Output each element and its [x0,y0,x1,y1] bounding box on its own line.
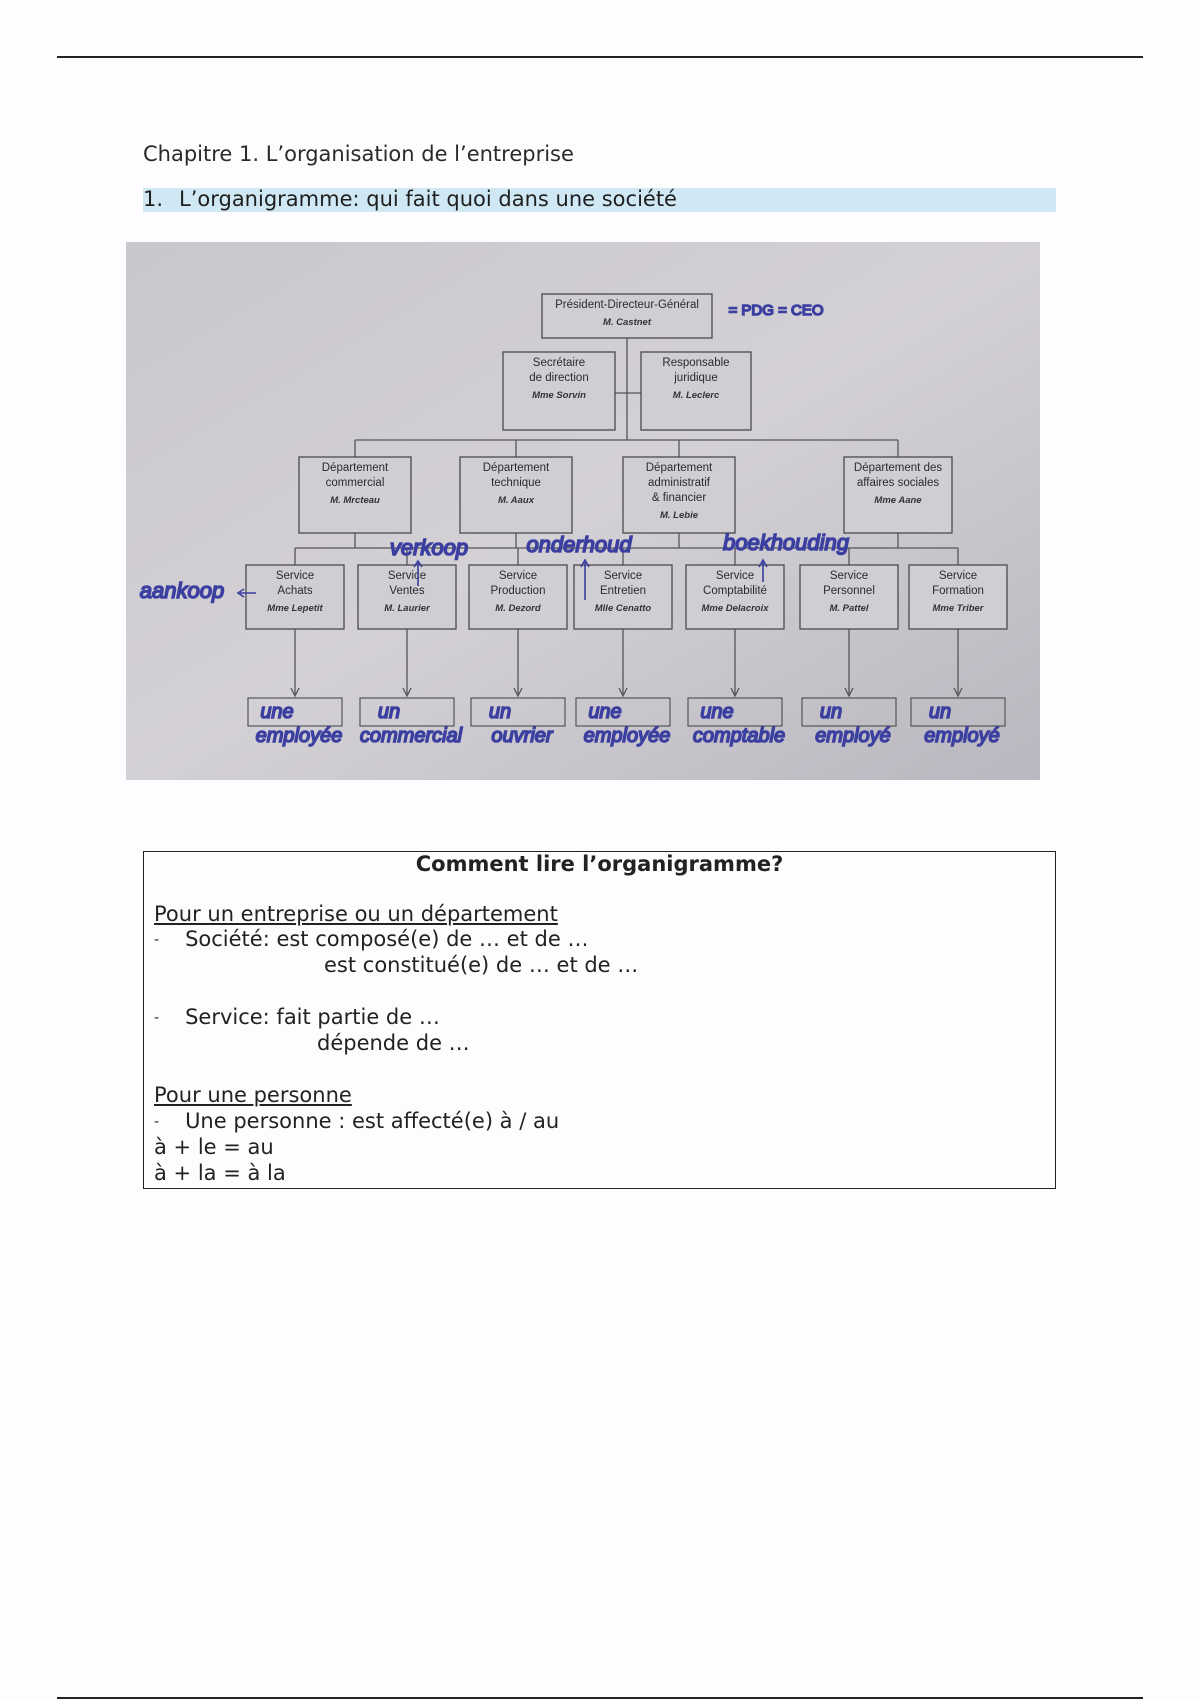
service-box-title-line: Achats [277,585,313,597]
rule-a-la: à + la = à la [154,1161,286,1185]
department-box-title-line: technique [491,477,541,489]
company-heading: Pour un entreprise ou un département [154,902,558,926]
service-box-title-line: Service [829,570,869,582]
verb-onderhoud: onderhoud [526,532,632,557]
service-box-title-line: Service [938,570,978,582]
employee-role: employée [583,725,671,747]
bullet-dash: - [154,1114,160,1130]
service-box [574,565,672,629]
employee-role: employé [924,725,1000,747]
department-box-title-line: affaires sociales [856,477,940,489]
service-box-title-line: Entretien [599,585,647,597]
service-box-manager: M. Laurier [384,603,430,614]
service-box-title-line: Production [490,585,546,597]
department-box [844,457,952,533]
service-box-title-line: Personnel [823,585,875,597]
ceo-box [542,294,712,338]
orgchart-photo [126,242,1040,780]
employee-role: ouvrier [491,725,553,747]
ceo-box-title-line: Président-Directeur-Général [555,299,699,311]
chapter-title: Chapitre 1. L’organisation de l’entreprise [143,142,574,166]
ceo-box-manager: M. Castnet [602,317,652,328]
societe-text: Société: est composé(e) de … et de … [185,927,589,951]
service-line [154,1005,440,1029]
service-box [800,565,898,629]
department-box-title-line: commercial [325,477,385,489]
staff-box-manager: Mme Sorvin [532,390,586,401]
staff-box [503,352,615,430]
department-box [460,457,572,533]
staff-box [641,352,751,430]
department-box-manager: M. Lebie [659,510,699,521]
department-box-title-line: Département [645,462,713,474]
employee-article: un [377,701,401,723]
service-box-manager: Mme Lepetit [267,603,323,614]
service-box-title-line: Formation [932,585,984,597]
service-box-title-line: Service [715,570,755,582]
service-box-title-line: Ventes [389,585,425,597]
section-number: 1. [143,187,164,211]
ceo-note: = PDG = CEO [728,302,824,319]
person-line [154,1109,559,1133]
service-line-2: dépende de … [317,1031,470,1055]
service-box-title-line: Service [603,570,643,582]
staff-box-title-line: Secrétaire [532,357,586,369]
info-box-title: Comment lire l’organigramme? [415,852,784,876]
service-box-manager: M. Dezord [495,603,541,614]
service-box [469,565,567,629]
department-box [299,457,411,533]
employee-role: employée [255,725,343,747]
header-rule [57,56,1143,58]
employee-article: une [588,701,622,723]
service-box [246,565,344,629]
service-box-title-line: Service [275,570,315,582]
service-box-title-line: Service [498,570,538,582]
employee-role: commercial [359,725,463,747]
footer-rule [57,1697,1143,1699]
department-box-manager: Mme Aane [874,495,922,506]
section-heading [143,188,1056,212]
service-box [909,565,1007,629]
department-box-title-line: Département [482,462,550,474]
staff-box-title-line: juridique [674,372,718,384]
person-text: Une personne : est affecté(e) à / au [185,1109,560,1133]
service-box [686,565,784,629]
employee-role: employé [815,725,891,747]
verb-verkoop: verkoop [389,535,469,560]
verb-boekhouding: boekhouding [722,530,850,555]
department-box-manager: M. Aaux [497,495,535,506]
department-box-title-line: Département [321,462,389,474]
bullet-dash: - [154,1010,160,1026]
bullet-dash: - [154,932,160,948]
service-box-manager: Mme Delacroix [701,603,769,614]
service-text: Service: fait partie de … [185,1005,440,1029]
section-title: L’organigramme: qui fait quoi dans une société [179,187,677,211]
employee-article: une [700,701,734,723]
rule-au: à + le = au [154,1135,274,1159]
department-box-title-line: administratif [648,477,710,489]
employee-role: comptable [692,725,786,747]
person-heading: Pour une personne [154,1083,352,1107]
service-box-manager: Mme Triber [932,603,984,614]
employee-article: un [928,701,952,723]
service-box-manager: M. Pattel [829,603,869,614]
staff-box-manager: M. Leclerc [672,390,720,401]
employee-article: un [488,701,512,723]
info-box [143,851,1056,1189]
verb-aankoop: aankoop [139,578,225,603]
staff-box-title-line: de direction [529,372,589,384]
department-box-title-line: Département des [853,462,943,474]
employee-article: un [819,701,843,723]
service-box [358,565,456,629]
department-box [623,457,735,533]
service-box-title-line: Comptabilité [703,585,767,597]
staff-box-title-line: Responsable [662,357,730,369]
service-box-manager: Mlle Cenatto [594,603,652,614]
department-box-manager: M. Mrcteau [330,495,380,506]
department-box-title-line: & financier [651,492,707,504]
service-box-title-line: Service [387,570,427,582]
societe-line-2: est constitué(e) de … et de … [324,953,639,977]
employee-article: une [260,701,294,723]
societe-line [154,927,588,951]
